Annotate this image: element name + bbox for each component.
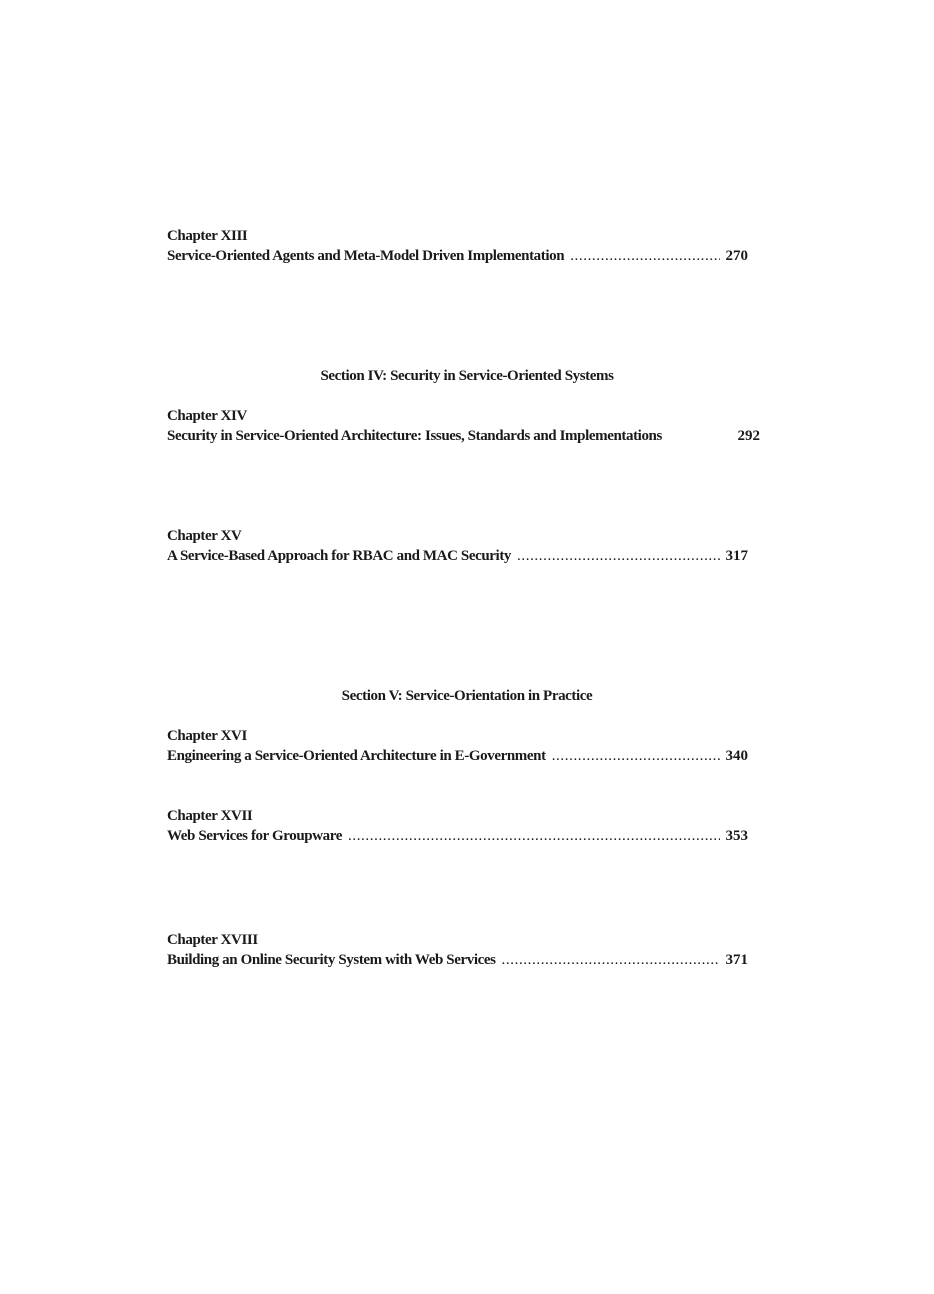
section-heading: Section V: Service-Orientation in Practice <box>341 688 593 704</box>
page-number: 340 <box>725 748 748 764</box>
toc-entry-chapter-17 <box>167 806 748 846</box>
chapter-title: Service-Oriented Agents and Meta-Model Driven Implementation <box>167 248 565 264</box>
dot-leader <box>552 746 720 766</box>
chapter-label: Chapter XV <box>167 528 242 544</box>
chapter-label: Chapter XIV <box>167 408 247 424</box>
chapter-title: A Service-Based Approach for RBAC and MAC Security <box>167 548 512 564</box>
page-number: 317 <box>725 548 748 564</box>
toc-line[interactable] <box>167 746 748 766</box>
toc-line[interactable] <box>167 546 748 566</box>
chapter-title: Web Services for Groupware <box>167 828 342 844</box>
toc-entry-chapter-16 <box>167 726 748 766</box>
dot-leader <box>502 950 720 970</box>
page-number: 292 <box>737 428 760 444</box>
page-number: 371 <box>725 952 748 968</box>
page-number: 270 <box>725 248 748 264</box>
toc-line[interactable] <box>167 246 748 266</box>
toc-line[interactable] <box>167 950 748 970</box>
toc-entry-chapter-14 <box>167 406 760 446</box>
chapter-label: Chapter XVIII <box>167 932 258 948</box>
chapter-title: Security in Service-Oriented Architecture: Issues, Standards and Implementations <box>167 428 662 444</box>
toc-line[interactable] <box>167 426 760 446</box>
dot-leader <box>570 246 719 266</box>
toc-line[interactable] <box>167 826 748 846</box>
toc-entry-chapter-15 <box>167 526 748 566</box>
chapter-label: Chapter XVI <box>167 728 247 744</box>
toc-entry-chapter-18 <box>167 930 748 970</box>
chapter-title: Building an Online Security System with Web Services <box>167 952 496 968</box>
chapter-label: Chapter XIII <box>167 228 248 244</box>
page-number: 353 <box>725 828 748 844</box>
dot-leader <box>348 826 720 846</box>
section-heading: Section IV: Security in Service-Oriented Systems <box>320 368 614 384</box>
toc-entry-chapter-13 <box>167 226 748 266</box>
dot-leader <box>517 546 719 566</box>
chapter-label: Chapter XVII <box>167 808 253 824</box>
chapter-title: Engineering a Service-Oriented Architecture in E-Government <box>167 748 546 764</box>
